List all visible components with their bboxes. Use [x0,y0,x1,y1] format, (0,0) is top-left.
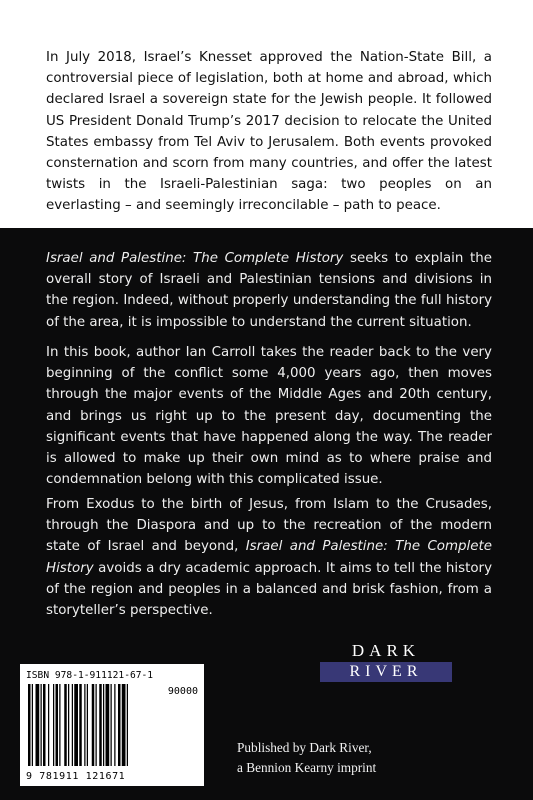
paragraph-text: seeks to explain the overall story of Israeli and Palestinian tensions and divisions in the region. Indeed, without properly understanding the full history of the area, it is impossible to understand the current situation. [46,251,492,330]
barcode-bar [79,684,82,766]
barcode-bar [74,684,78,766]
isbn-label: ISBN 978-1-911121-67-1 [26,670,154,681]
barcode-digits: 9 781911 121671 [26,771,126,782]
barcode-bars [28,684,156,766]
logo-word-river: RIVER [320,662,452,682]
barcode-bar [96,684,97,766]
paragraph-text: avoids a dry academic approach. It aims to tell the history of the region and peoples in a balanced and brisk fashion, from a storyteller’s perspective. [46,560,492,619]
barcode-bar [127,684,128,766]
barcode-bar [48,684,49,766]
barcode-bar [114,684,115,766]
barcode-bar [118,684,121,766]
barcode-bar [28,684,31,766]
barcode-bar [106,684,110,766]
barcode-bar [32,684,33,766]
barcode-bar [72,684,73,766]
barcode-bar [103,684,104,766]
barcode-bar [59,684,60,766]
barcode-bar [36,684,40,766]
dark-river-logo [320,640,452,682]
price-code: 90000 [167,686,198,697]
book-title-italic: Israel and Palestine: The Complete History [46,251,344,266]
bottom-black-panel [0,228,533,800]
top-white-panel [0,0,533,228]
barcode-bar [53,684,54,766]
barcode-bar [111,684,112,766]
barcode-bar [43,684,46,766]
description-paragraph-3 [46,494,492,621]
barcode-bar [64,684,67,766]
barcode-bar [122,684,126,766]
book-title-italic: Israel and Palestine: The Complete History [46,539,492,576]
barcode-bar [87,684,88,766]
description-paragraph-1 [46,248,492,333]
barcode-bar [41,684,42,766]
intro-blurb: In July 2018, Israel’s Knesset approved the Nation-State Bill, a controversial piece of legislation, both at home and abroad, which declared Israel a sovereign state for the Jewish people. It followed US President Donald Trump’s 2017 decision to relocate the United States embassy from Tel Aviv to Jerusalem. Both events provoked consternation and scorn from many countries, and offer the latest twists in the Israeli-Palestinian saga: two peoples on an everlasting – and seemingly irreconcilable – path to peace. [46,50,492,214]
barcode-bar [92,684,95,766]
logo-word-dark: DARK [351,641,421,660]
paragraph-text: From Exodus to the birth of Jesus, from Islam to the Crusades, through the Diaspora and up to the recreation of the modern state of Israel and beyond, [46,497,492,555]
description-paragraph-2: In this book, author Ian Carroll takes the reader back to the very beginning of the conflict some 4,000 years ago, then moves through the major events of the Middle Ages and 20th century, and brings us right up to the present day, documenting the significant events that have happened along the way. The reader is allowed to make up their own mind as to where praise and condemnation belong with this complicated issue. [46,345,492,488]
publisher-line-1: Published by Dark River, [237,740,372,755]
barcode-bar [84,684,85,766]
isbn-barcode [20,664,204,786]
barcode-bar [68,684,69,766]
barcode-bar [99,684,102,766]
barcode-bar [56,684,59,766]
publisher-line-2: a Bennion Kearny imprint [237,760,377,775]
publisher-credit [237,738,376,778]
